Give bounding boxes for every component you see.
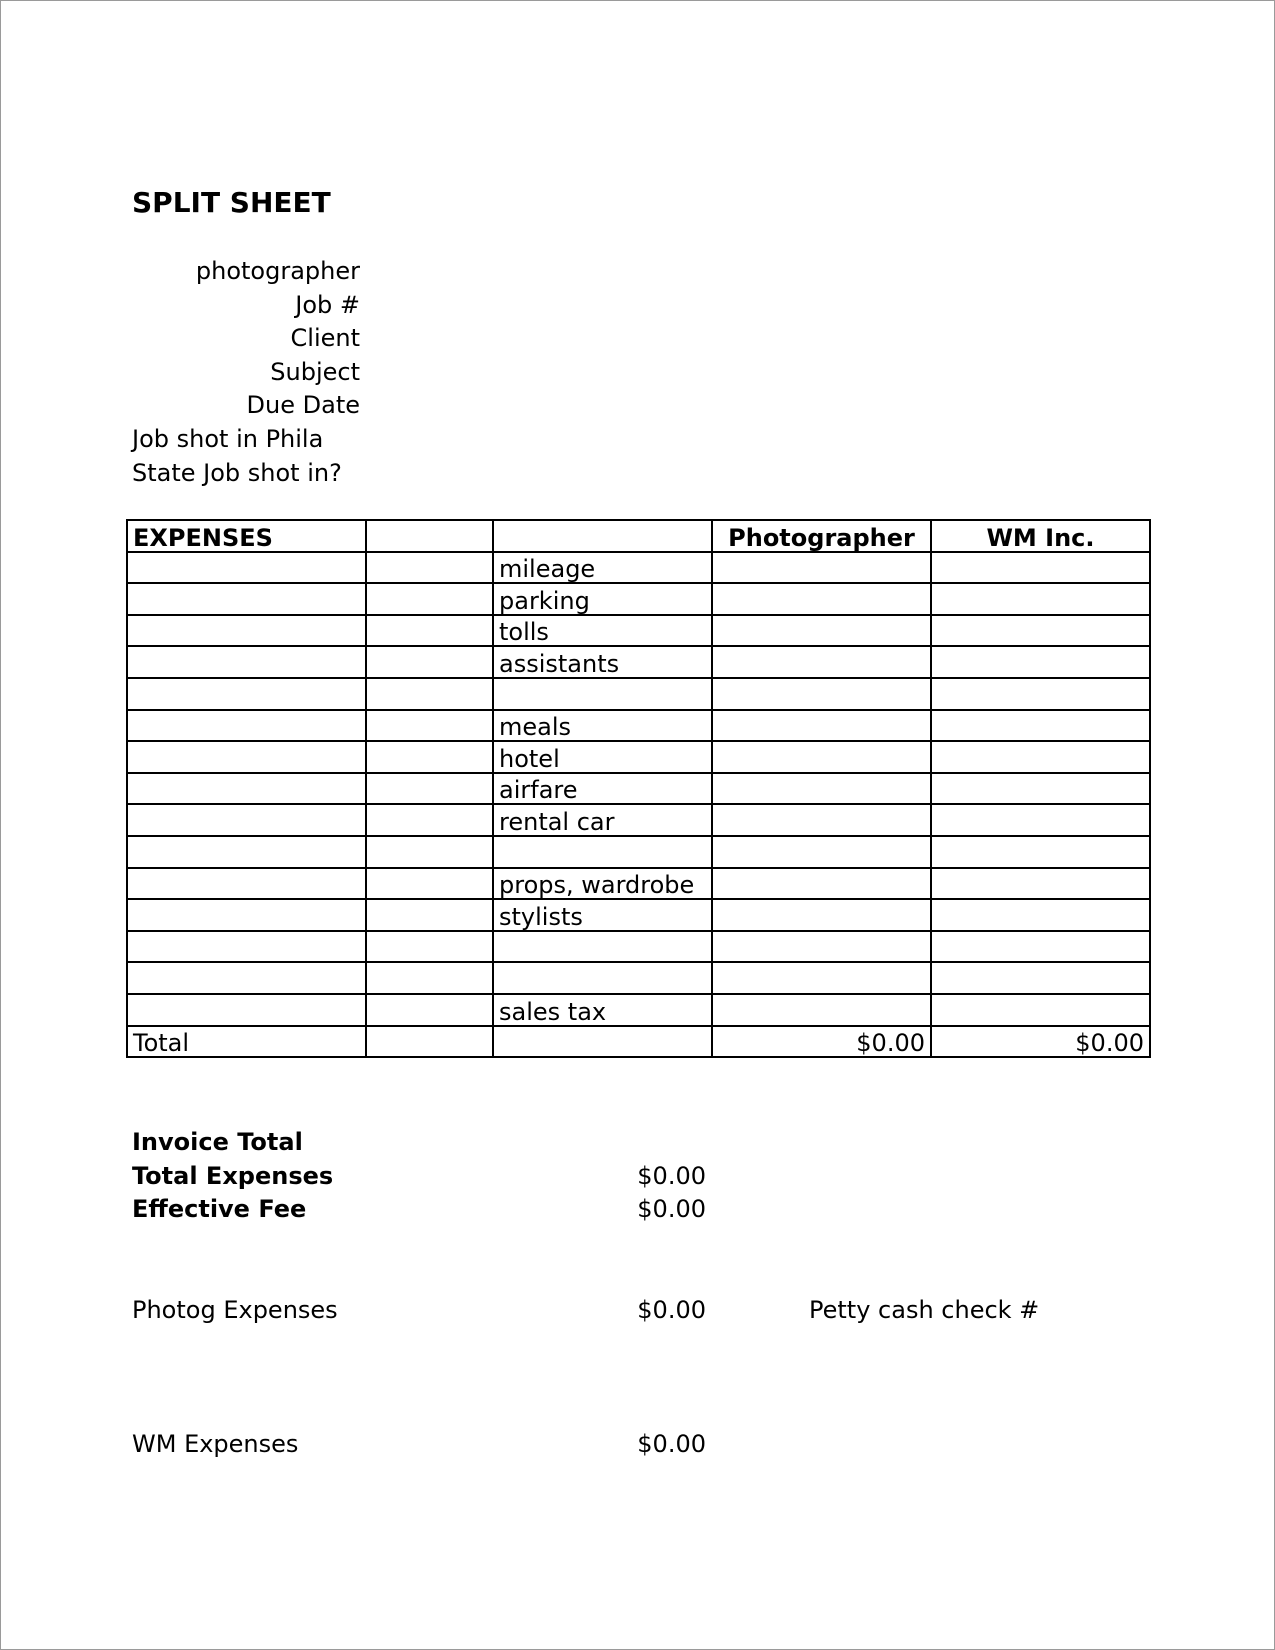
table-row xyxy=(127,836,1150,868)
expense-cell xyxy=(127,583,366,615)
expense-item: mileage xyxy=(493,552,712,584)
table-row xyxy=(127,552,1150,584)
expense-cell xyxy=(127,646,366,678)
header-cell-2 xyxy=(366,520,493,552)
expense-cell xyxy=(127,931,366,963)
photographer-cell xyxy=(712,868,931,900)
expense-cell xyxy=(127,678,366,710)
table-row xyxy=(127,804,1150,836)
wm-cell xyxy=(931,868,1150,900)
job-shot-phila-label: Job shot in Phila xyxy=(132,425,324,453)
state-job-shot-label: State Job shot in? xyxy=(132,459,342,487)
wm-cell xyxy=(931,741,1150,773)
table-row xyxy=(127,962,1150,994)
photographer-header: Photographer xyxy=(712,520,931,552)
expense-cell xyxy=(127,552,366,584)
photographer-cell xyxy=(712,583,931,615)
effective-fee-value: $0.00 xyxy=(637,1195,706,1223)
photographer-cell xyxy=(712,615,931,647)
table-row xyxy=(127,741,1150,773)
table-row xyxy=(127,646,1150,678)
expense-cell xyxy=(366,583,493,615)
expense-item: hotel xyxy=(493,741,712,773)
expense-item: stylists xyxy=(493,899,712,931)
table-row xyxy=(127,899,1150,931)
expense-cell xyxy=(366,994,493,1026)
wm-cell xyxy=(931,836,1150,868)
photographer-label: photographer xyxy=(195,257,360,285)
expense-cell xyxy=(366,962,493,994)
invoice-total-label: Invoice Total xyxy=(132,1128,303,1156)
expense-cell xyxy=(127,994,366,1026)
expense-cell xyxy=(366,552,493,584)
photographer-cell xyxy=(712,710,931,742)
wm-cell xyxy=(931,962,1150,994)
table-header-row xyxy=(127,520,1150,552)
wm-expenses-label: WM Expenses xyxy=(132,1430,299,1458)
expense-cell xyxy=(127,804,366,836)
table-row xyxy=(127,868,1150,900)
expense-cell xyxy=(127,773,366,805)
expense-item: sales tax xyxy=(493,994,712,1026)
photographer-cell xyxy=(712,994,931,1026)
photographer-cell xyxy=(712,931,931,963)
table-row xyxy=(127,583,1150,615)
expense-item xyxy=(493,962,712,994)
wm-cell xyxy=(931,615,1150,647)
expense-cell xyxy=(366,710,493,742)
expense-cell xyxy=(366,931,493,963)
subject-label: Subject xyxy=(270,358,360,386)
expense-cell xyxy=(127,868,366,900)
expense-item: tolls xyxy=(493,615,712,647)
expense-cell xyxy=(127,836,366,868)
expense-item: rental car xyxy=(493,804,712,836)
wm-cell xyxy=(931,678,1150,710)
page-title: SPLIT SHEET xyxy=(132,186,331,219)
total-expenses-value: $0.00 xyxy=(637,1162,706,1190)
due-date-label: Due Date xyxy=(246,391,360,419)
header-cell-3 xyxy=(493,520,712,552)
expense-cell xyxy=(127,899,366,931)
total-row xyxy=(127,1026,1150,1058)
wm-cell xyxy=(931,804,1150,836)
job-number-label: Job # xyxy=(295,291,360,319)
expense-cell xyxy=(127,741,366,773)
expense-item xyxy=(493,836,712,868)
photographer-cell xyxy=(712,678,931,710)
table-row xyxy=(127,710,1150,742)
wm-header: WM Inc. xyxy=(931,520,1150,552)
table-row xyxy=(127,994,1150,1026)
expense-cell xyxy=(366,868,493,900)
total-cell xyxy=(493,1026,712,1058)
photographer-cell xyxy=(712,836,931,868)
photographer-cell xyxy=(712,962,931,994)
wm-cell xyxy=(931,994,1150,1026)
photographer-cell xyxy=(712,741,931,773)
expense-item: parking xyxy=(493,583,712,615)
expense-cell xyxy=(127,962,366,994)
expenses-header: EXPENSES xyxy=(127,520,366,552)
expense-cell xyxy=(366,615,493,647)
total-label: Total xyxy=(127,1026,366,1058)
total-expenses-label: Total Expenses xyxy=(132,1162,334,1190)
photographer-total: $0.00 xyxy=(712,1026,931,1058)
table-row xyxy=(127,678,1150,710)
wm-cell xyxy=(931,899,1150,931)
petty-cash-label: Petty cash check # xyxy=(809,1296,1040,1324)
photog-expenses-value: $0.00 xyxy=(637,1296,706,1324)
expense-item xyxy=(493,931,712,963)
expense-item: assistants xyxy=(493,646,712,678)
client-label: Client xyxy=(290,324,360,352)
expense-cell xyxy=(366,678,493,710)
expense-item: meals xyxy=(493,710,712,742)
table-row xyxy=(127,931,1150,963)
total-cell xyxy=(366,1026,493,1058)
wm-cell xyxy=(931,646,1150,678)
wm-cell xyxy=(931,583,1150,615)
wm-cell xyxy=(931,931,1150,963)
photographer-cell xyxy=(712,552,931,584)
expense-cell xyxy=(366,741,493,773)
effective-fee-label: Effective Fee xyxy=(132,1195,307,1223)
expenses-table xyxy=(126,519,1151,1058)
expense-cell xyxy=(366,836,493,868)
photographer-cell xyxy=(712,804,931,836)
expense-cell xyxy=(127,710,366,742)
wm-cell xyxy=(931,710,1150,742)
expense-cell xyxy=(366,899,493,931)
wm-total: $0.00 xyxy=(931,1026,1150,1058)
expense-cell xyxy=(366,646,493,678)
expense-item xyxy=(493,678,712,710)
photographer-cell xyxy=(712,646,931,678)
expense-cell xyxy=(366,773,493,805)
wm-cell xyxy=(931,773,1150,805)
expense-cell xyxy=(127,615,366,647)
wm-expenses-value: $0.00 xyxy=(637,1430,706,1458)
photog-expenses-label: Photog Expenses xyxy=(132,1296,338,1324)
wm-cell xyxy=(931,552,1150,584)
photographer-cell xyxy=(712,899,931,931)
photographer-cell xyxy=(712,773,931,805)
expense-cell xyxy=(366,804,493,836)
table-row xyxy=(127,773,1150,805)
table-row xyxy=(127,615,1150,647)
expense-item: props, wardrobe xyxy=(493,868,712,900)
expense-item: airfare xyxy=(493,773,712,805)
